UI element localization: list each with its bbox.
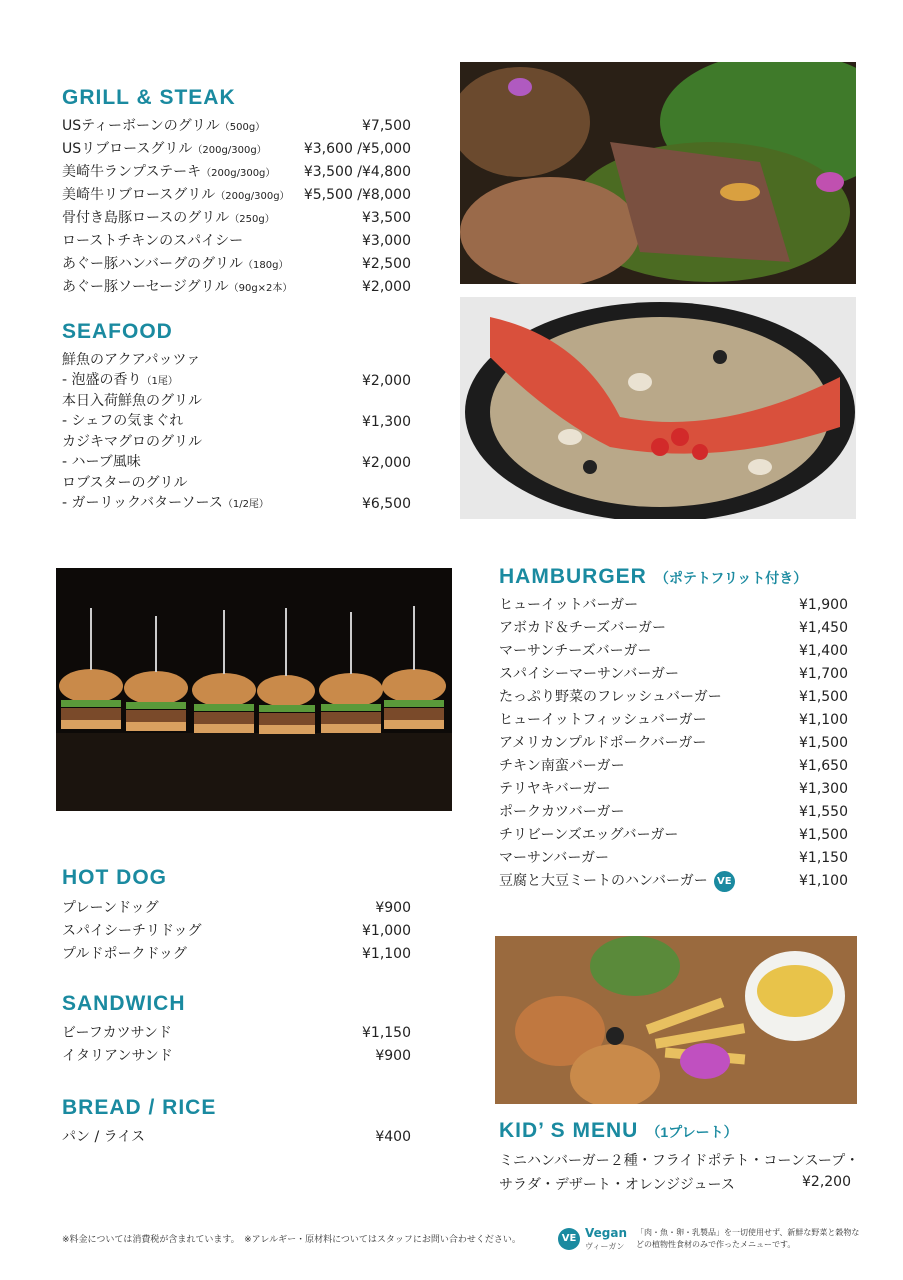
menu-item: パン / ライス ¥400 — [62, 1129, 411, 1145]
menu-item: ローストチキンのスパイシー ¥3,000 — [62, 233, 411, 249]
menu-item: 美崎牛ランプステーキ（200g/300g） ¥3,500 /¥4,800 — [62, 164, 411, 180]
seafood-list — [62, 350, 411, 514]
menu-item: USティーボーンのグリル（500g） ¥7,500 — [62, 118, 411, 134]
vegan-legend — [558, 1226, 858, 1256]
menu-item: テリヤキバーガー ¥1,300 — [499, 781, 848, 797]
menu-item: カジキマグロのグリル - ハーブ風味 ¥2,000 — [62, 434, 411, 471]
hotdog-list — [62, 897, 411, 966]
menu-item: プルドポークドッグ ¥1,100 — [62, 946, 411, 962]
menu-item: ヒューイットフィッシュバーガー ¥1,100 — [499, 712, 848, 728]
kids-photo — [495, 936, 857, 1104]
menu-item: USリブロースグリル（200g/300g） ¥3,600 /¥5,000 — [62, 141, 411, 157]
menu-item: たっぷり野菜のフレッシュバーガー ¥1,500 — [499, 689, 848, 705]
kids-price: ¥2,200 — [802, 1174, 851, 1190]
menu-item: ロブスターのグリル - ガーリックバターソース（1/2尾） ¥6,500 — [62, 475, 411, 512]
seafood-photo — [460, 297, 856, 519]
menu-item: ヒューイットバーガー ¥1,900 — [499, 597, 848, 613]
menu-item: プレーンドッグ ¥900 — [62, 900, 411, 916]
hotdog-title: HOT DOG — [62, 866, 167, 889]
menu-item: ポークカツバーガー ¥1,550 — [499, 804, 848, 820]
grill-title: GRILL & STEAK — [62, 86, 236, 109]
menu-item: マーサンチーズバーガー ¥1,400 — [499, 643, 848, 659]
vegan-badge: VE — [558, 1228, 580, 1250]
hamburger-title — [499, 565, 807, 589]
menu-item: あぐー豚ハンバーグのグリル（180g） ¥2,500 — [62, 256, 411, 272]
menu-item: マーサンバーガー ¥1,150 — [499, 850, 848, 866]
menu-item: スパイシーチリドッグ ¥1,000 — [62, 923, 411, 939]
menu-item: 美崎牛リブロースグリル（200g/300g） ¥5,500 /¥8,000 — [62, 187, 411, 203]
seafood-title: SEAFOOD — [62, 320, 173, 343]
hamburger-subtitle: （ポテトフリット付き） — [654, 570, 808, 586]
kids-title — [499, 1119, 738, 1143]
vegan-badge: VE — [714, 871, 735, 892]
burger-photo — [56, 568, 452, 811]
steak-photo — [460, 62, 856, 284]
kids-desc-line1: ミニハンバーガー２種・フライドポテト・コーンスープ・ — [499, 1153, 860, 1169]
menu-item: あぐー豚ソーセージグリル（90g×2本） ¥2,000 — [62, 279, 411, 295]
kids-desc-line2: サラダ・デザート・オレンジジュース — [499, 1177, 735, 1193]
sandwich-list — [62, 1022, 411, 1068]
grill-list — [62, 115, 411, 299]
hamburger-title-text: HAMBURGER — [499, 565, 647, 588]
menu-item: スパイシーマーサンバーガー ¥1,700 — [499, 666, 848, 682]
menu-item: ビーフカツサンド ¥1,150 — [62, 1025, 411, 1041]
menu-item: 本日入荷鮮魚のグリル - シェフの気まぐれ ¥1,300 — [62, 393, 411, 430]
menu-item: チキン南蛮バーガー ¥1,650 — [499, 758, 848, 774]
menu-item: 骨付き島豚ロースのグリル（250g） ¥3,500 — [62, 210, 411, 226]
bread-list — [62, 1126, 411, 1149]
menu-item: イタリアンサンド ¥900 — [62, 1048, 411, 1064]
menu-item: 鮮魚のアクアパッツァ - 泡盛の香り（1尾） ¥2,000 — [62, 352, 411, 389]
vegan-label: Vegan — [585, 1226, 627, 1240]
vegan-kana: ヴィーガン — [585, 1242, 625, 1251]
kids-subtitle: （1プレート） — [646, 1124, 738, 1140]
footer-note: ※料金については消費税が含まれています。 ※アレルギー・原材料についてはスタッフにお問い合わせください。 — [62, 1235, 521, 1245]
bread-title: BREAD / RICE — [62, 1096, 217, 1119]
vegan-description: 「肉・魚・卵・乳製品」を一切使用せず、新鮮な野菜と穀物などの植物性食材のみで作ったメニューです。 — [636, 1228, 860, 1249]
menu-item: 豆腐と大豆ミートのハンバーガー VE ¥1,100 — [499, 870, 848, 893]
sandwich-title: SANDWICH — [62, 992, 186, 1015]
menu-item: アボカド＆チーズバーガー ¥1,450 — [499, 620, 848, 636]
hamburger-list — [499, 594, 848, 893]
menu-item: アメリカンプルドポークバーガー ¥1,500 — [499, 735, 848, 751]
menu-item: チリビーンズエッグバーガー ¥1,500 — [499, 827, 848, 843]
kids-title-text: KID’ S MENU — [499, 1119, 639, 1142]
